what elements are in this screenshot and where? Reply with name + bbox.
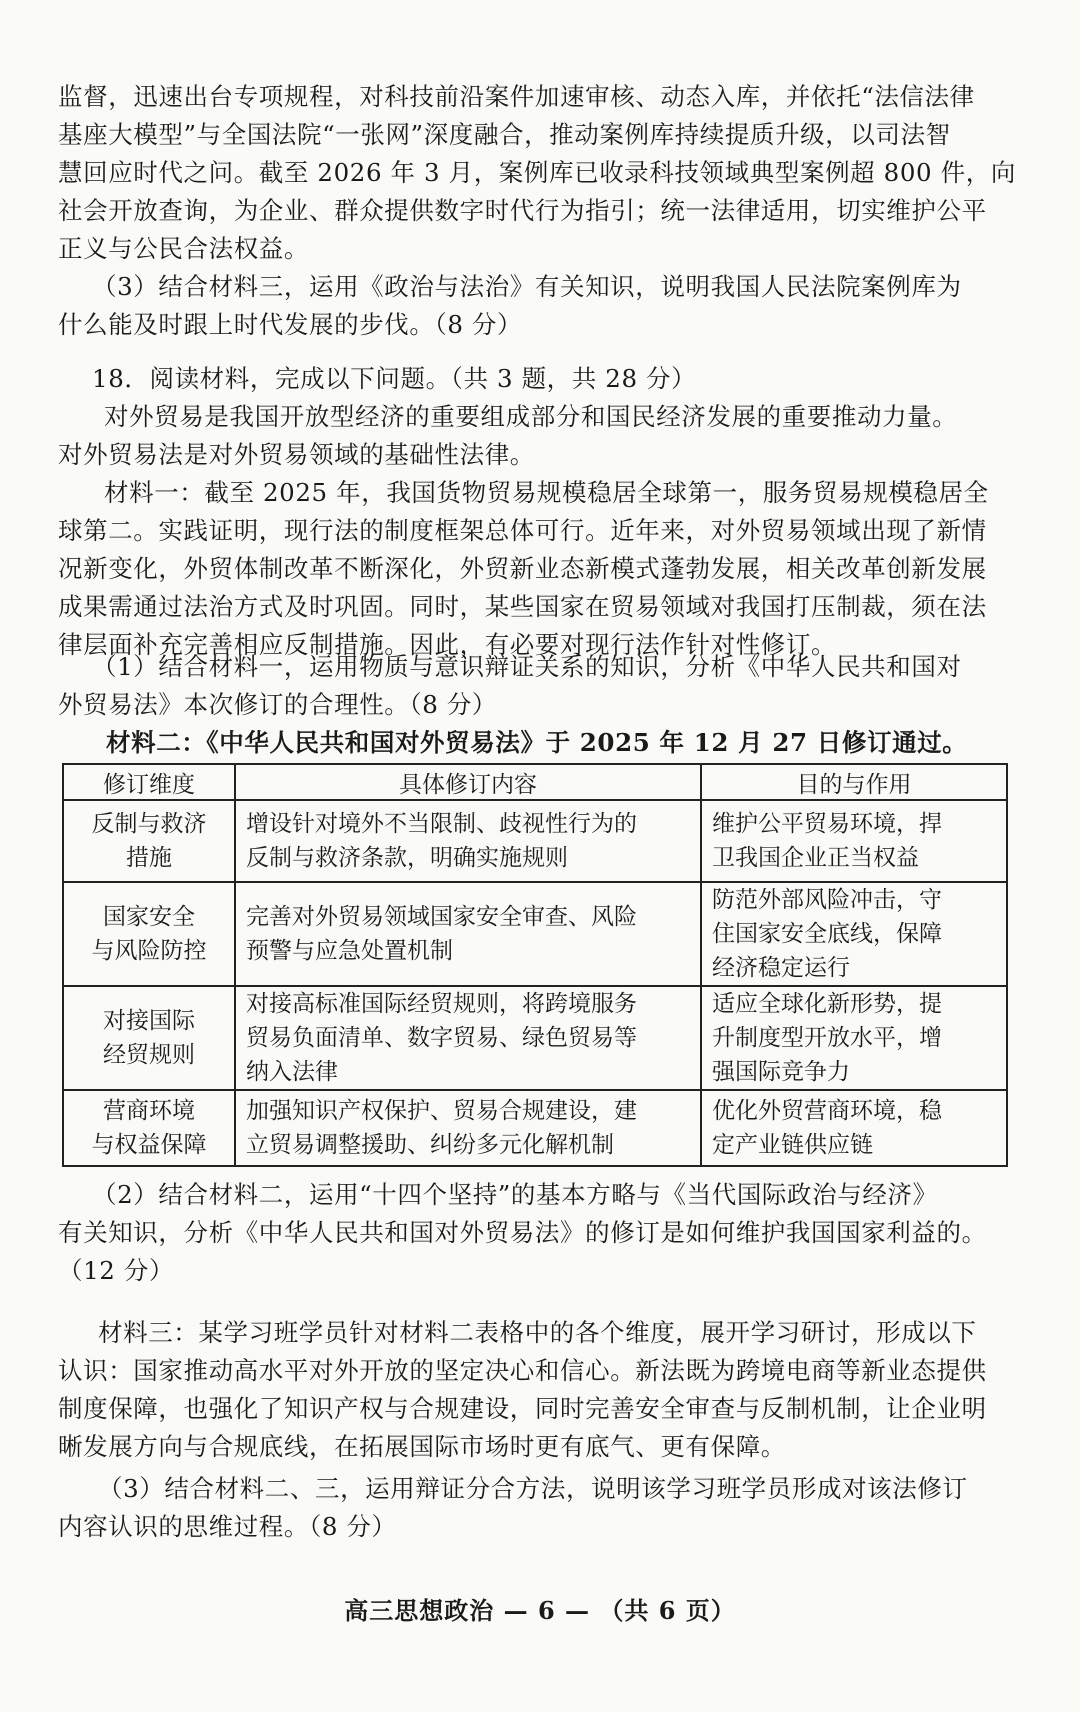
cell-line: 升制度型开放水平，增 <box>712 1025 942 1051</box>
table-header: 目的与作用 <box>701 764 1007 800</box>
content-cell <box>235 882 701 986</box>
material-1: 成果需通过法治方式及时巩固。同时，某些国家在贸易领域对我国打压制裁，须在法 <box>58 592 987 621</box>
question-18-2: （12 分） <box>58 1256 175 1285</box>
page-footer: 高三思想政治 — 6 — （共 6 页） <box>344 1596 736 1625</box>
material-1: 况新变化，外贸体制改革不断深化，外贸新业态新模式蓬勃发展，相关改革创新发展 <box>58 554 987 583</box>
cell-line: 对接国际 <box>103 1008 195 1034</box>
material-3: 材料三：某学习班学员针对材料二表格中的各个维度，展开学习研讨，形成以下 <box>98 1318 977 1347</box>
question-18-2: （2）结合材料二，运用“十四个坚持”的基本方略与《当代国际政治与经济》 <box>92 1180 938 1209</box>
cell-line: 维护公平贸易环境，捍 <box>712 811 942 837</box>
cell-line: 定产业链供应链 <box>712 1132 873 1158</box>
material-1: 律层面补充完善相应反制措施。因此，有必要对现行法作针对性修订。 <box>58 630 837 659</box>
cell-line: 对接高标准国际经贸规则，将跨境服务 <box>246 991 637 1017</box>
table-row <box>63 986 1007 1090</box>
cell-line: 与风险防控 <box>91 938 207 964</box>
cell-line: 贸易负面清单、数字贸易、绿色贸易等 <box>246 1025 637 1051</box>
cell-line: 强国际竞争力 <box>712 1059 850 1085</box>
material-paragraph: 社会开放查询，为企业、群众提供数字时代行为指引；统一法律适用，切实维护公平 <box>58 196 987 225</box>
table-row <box>63 1090 1007 1166</box>
content-cell <box>235 986 701 1090</box>
cell-line: 加强知识产权保护、贸易合规建设，建 <box>246 1098 637 1124</box>
content-cell <box>235 800 701 882</box>
material-paragraph: 监督，迅速出台专项规程，对科技前沿案件加速审核、动态入库，并依托“法信法律 <box>58 82 975 111</box>
question-18-2: 有关知识，分析《中华人民共和国对外贸易法》的修订是如何维护我国国家利益的。 <box>58 1218 987 1247</box>
material-3: 认识：国家推动高水平对外开放的坚定决心和信心。新法既为跨境电商等新业态提供 <box>58 1356 987 1385</box>
cell-line: 与权益保障 <box>91 1132 207 1158</box>
table-row <box>63 800 1007 882</box>
dimension-cell <box>63 986 235 1090</box>
material-1: 球第二。实践证明，现行法的制度框架总体可行。近年来，对外贸易领域出现了新情 <box>58 516 987 545</box>
table-header-row <box>63 764 1007 800</box>
cell-line: 适应全球化新形势，提 <box>712 991 942 1017</box>
material-paragraph: 正义与公民合法权益。 <box>58 234 309 263</box>
cell-line: 预警与应急处置机制 <box>246 938 453 964</box>
material-2-caption: 材料二：《中华人民共和国对外贸易法》于 2025 年 12 月 27 日修订通过。 <box>106 728 968 757</box>
cell-line: 经济稳定运行 <box>712 955 850 981</box>
cell-line: 措施 <box>126 845 172 871</box>
cell-line: 反制与救济 <box>91 811 207 837</box>
cell-line: 经贸规则 <box>103 1042 195 1068</box>
purpose-cell <box>701 800 1007 882</box>
cell-line: 防范外部风险冲击，守 <box>712 887 942 913</box>
question-17-3: 什么能及时跟上时代发展的步伐。（8 分） <box>58 310 523 339</box>
cell-line: 增设针对境外不当限制、歧视性行为的 <box>246 811 637 837</box>
material-3: 制度保障，也强化了知识产权与合规建设，同时完善安全审查与反制机制，让企业明 <box>58 1394 987 1423</box>
dimension-cell <box>63 882 235 986</box>
revision-table <box>62 763 1008 1167</box>
question-18-3: 内容认识的思维过程。（8 分） <box>58 1512 397 1541</box>
question-18-heading: 18．阅读材料，完成以下问题。（共 3 题，共 28 分） <box>92 364 697 393</box>
cell-line: 完善对外贸易领域国家安全审查、风险 <box>246 904 637 930</box>
material-paragraph: 慧回应时代之问。截至 2026 年 3 月，案例库已收录科技领域典型案例超 800 件，向 <box>58 158 1016 187</box>
content-cell <box>235 1090 701 1166</box>
material-paragraph: 基座大模型”与全国法院“一张网”深度融合，推动案例库持续提质升级，以司法智 <box>58 120 951 149</box>
cell-line: 立贸易调整援助、纠纷多元化解机制 <box>246 1132 614 1158</box>
table-row <box>63 882 1007 986</box>
cell-line: 国家安全 <box>103 904 195 930</box>
cell-line: 反制与救济条款，明确实施规则 <box>246 845 568 871</box>
cell-line: 纳入法律 <box>246 1059 338 1085</box>
question-18-intro: 对外贸易是我国开放型经济的重要组成部分和国民经济发展的重要推动力量。 <box>104 402 958 431</box>
cell-line: 营商环境 <box>103 1098 195 1124</box>
cell-line: 卫我国企业正当权益 <box>712 845 919 871</box>
table-header: 具体修订内容 <box>235 764 701 800</box>
purpose-cell <box>701 882 1007 986</box>
cell-line: 住国家安全底线，保障 <box>712 921 942 947</box>
purpose-cell <box>701 986 1007 1090</box>
question-18-1: （1）结合材料一，运用物质与意识辩证关系的知识，分析《中华人民共和国对 <box>92 652 962 681</box>
question-17-3: （3）结合材料三，运用《政治与法治》有关知识，说明我国人民法院案例库为 <box>92 272 962 301</box>
table-header: 修订维度 <box>63 764 235 800</box>
purpose-cell <box>701 1090 1007 1166</box>
question-18-3: （3）结合材料二、三，运用辩证分合方法，说明该学习班学员形成对该法修订 <box>98 1474 968 1503</box>
question-18-1: 外贸易法》本次修订的合理性。（8 分） <box>58 690 498 719</box>
dimension-cell <box>63 1090 235 1166</box>
material-3: 晰发展方向与合规底线，在拓展国际市场时更有底气、更有保障。 <box>58 1432 786 1461</box>
dimension-cell <box>63 800 235 882</box>
material-1: 材料一：截至 2025 年，我国货物贸易规模稳居全球第一，服务贸易规模稳居全 <box>104 478 989 507</box>
question-18-intro: 对外贸易法是对外贸易领域的基础性法律。 <box>58 440 535 469</box>
cell-line: 优化外贸营商环境，稳 <box>712 1098 942 1124</box>
